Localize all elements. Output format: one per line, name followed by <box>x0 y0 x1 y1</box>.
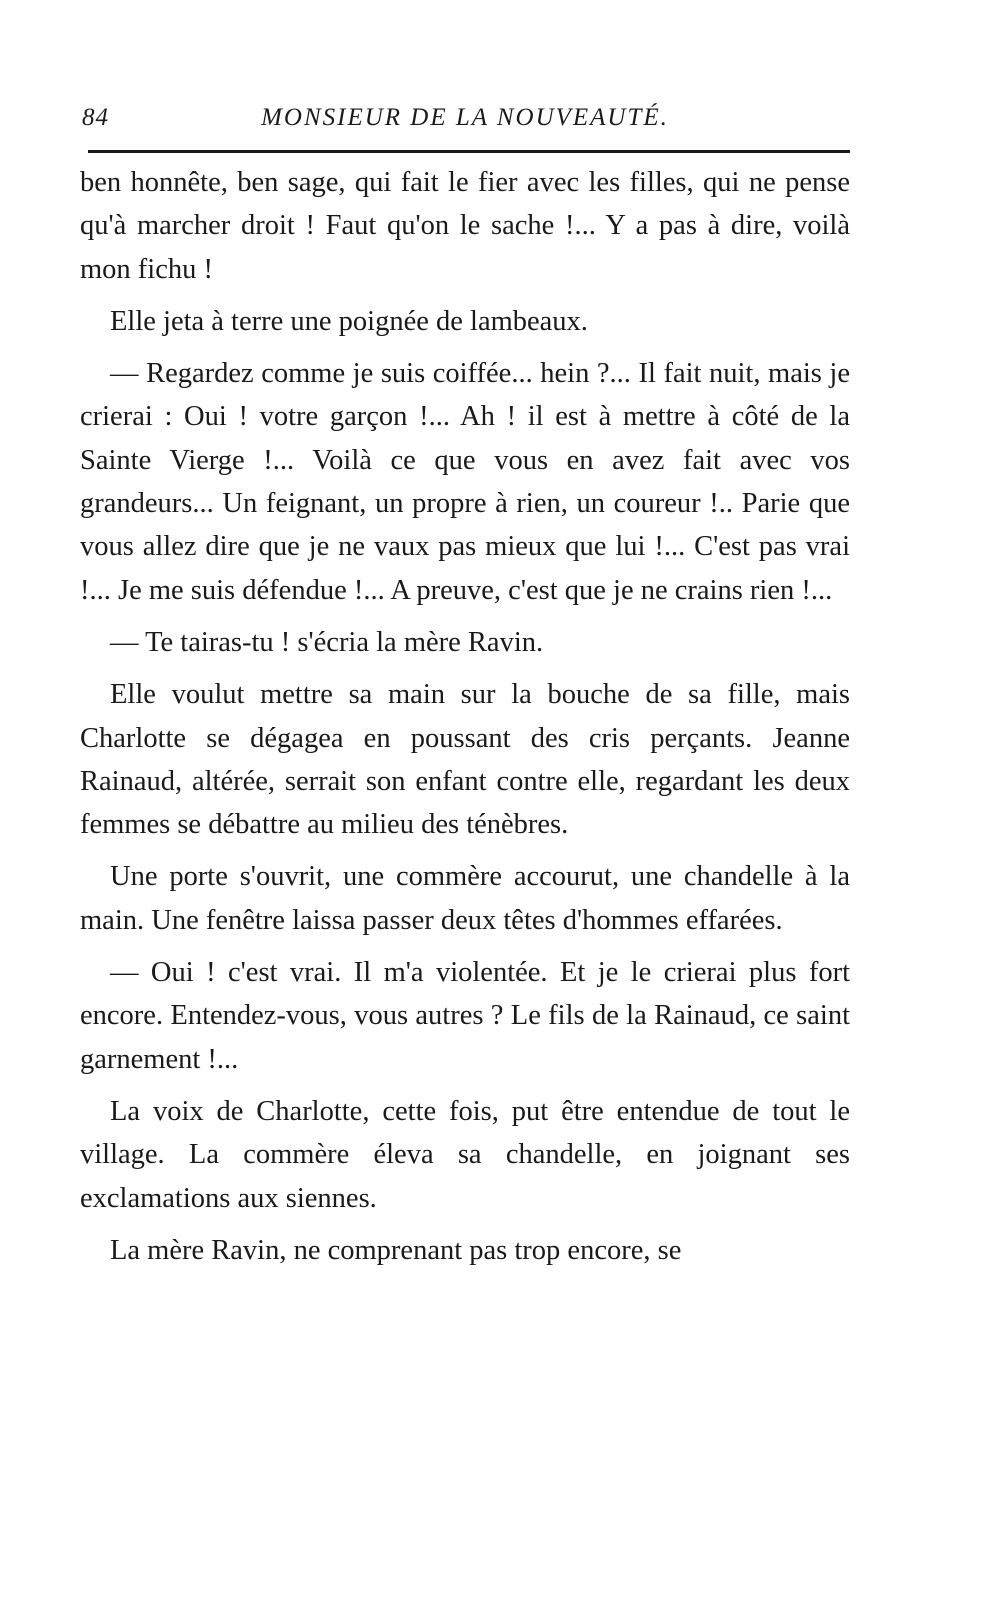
book-page <box>80 104 850 1272</box>
paragraph-8: La voix de Charlotte, cette fois, put être entendue de tout le village. La commère éleva sa chandelle, en joignant ses exclamations aux siennes. <box>80 1095 850 1214</box>
paragraph-6: Une porte s'ouvrit, une commère accourut, une chandelle à la main. Une fenêtre laissa passer deux têtes d'hommes effarées. <box>80 861 850 936</box>
header-rule <box>88 150 850 153</box>
paragraph-5: Elle voulut mettre sa main sur la bouche de sa fille, mais Charlotte se dégagea en poussant des cris perçants. Jeanne Rainaud, altérée, serrait son enfant contre elle, regardant les deux femmes se débattre au milieu des ténèbres. <box>80 679 850 841</box>
running-head <box>80 104 850 144</box>
page-number: 84 <box>82 104 109 131</box>
paragraph-7: — Oui ! c'est vrai. Il m'a violentée. Et je le crierai plus fort encore. Entendez-vous, vous autres ? Le fils de la Rainaud, ce saint garnement !... <box>80 957 850 1075</box>
paragraph-3: — Regardez comme je suis coiffée... hein ?... Il fait nuit, mais je crierai : Oui ! votre garçon !... Ah ! il est à mettre à côté de la Sainte Vierge !... Voilà ce que vous en avez fait avec vos grandeurs... Un feignant, un propre à rien, un coureur !.. Parie que vous allez dire que je ne vaux pas mieux que lui !... C'est pas vrai !... Je me suis défendue !... A preuve, c'est que je ne crains rien !... <box>80 358 850 606</box>
running-title: MONSIEUR DE LA NOUVEAUTÉ. <box>261 104 669 131</box>
body-text <box>80 161 850 1272</box>
paragraph-4: — Te tairas-tu ! s'écria la mère Ravin. <box>110 626 544 658</box>
paragraph-9: La mère Ravin, ne comprenant pas trop encore, se <box>110 1234 682 1266</box>
paragraph-2: Elle jeta à terre une poignée de lambeaux. <box>110 305 588 337</box>
paragraph-1: ben honnête, ben sage, qui fait le fier avec les filles, qui ne pense qu'à marcher droit ! Faut qu'on le sache !... Y a pas à dire, voilà mon fichu ! <box>80 167 850 285</box>
